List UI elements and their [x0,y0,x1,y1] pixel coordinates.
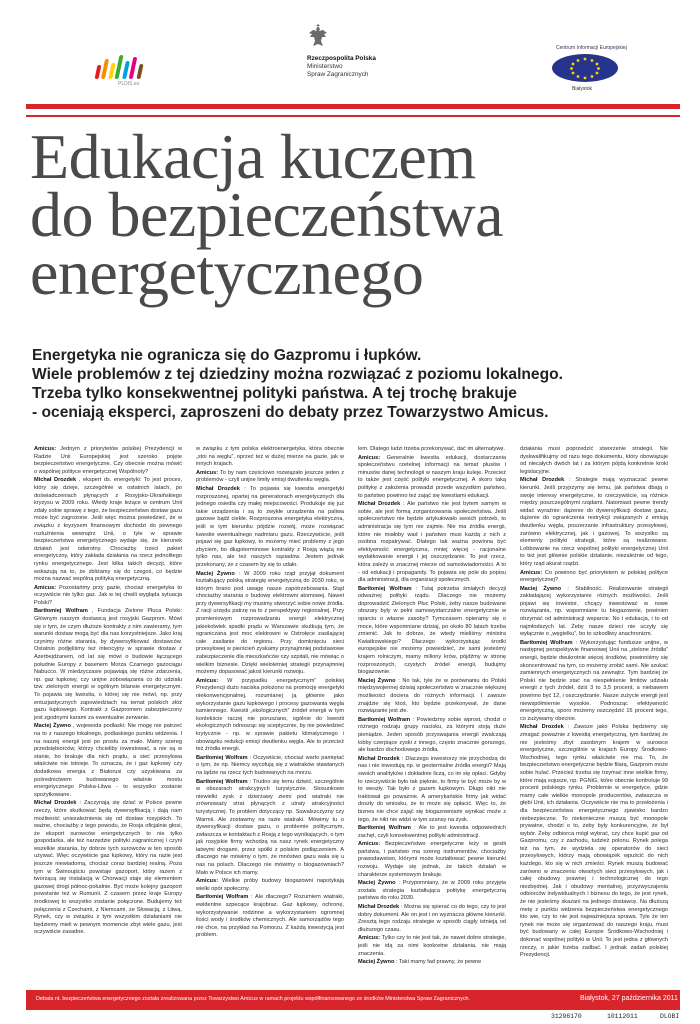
paragraph-text: : Zawsze jako Polska będziemy się zmagać poważnie z kwestią energetyczną, tym bardziej że nie jesteśmy zbyt zasobnym krajem w surowce energetyczne, szczególnie w krajach Europy Środkowo-Wschodniej, tego rynku właściwie nie ma. To, że bezpieczeństwo energetyczne będzie filarą, Gazprom może sobie hulać. Przecież trzeba się trzymać inne wielkie firmy, które mają sojusze, np. PGNiG, które obecnie kontroluje 99 procent polskiego rynku. Problemie w energetyce, gdzie mamy całe wielkie monopole producentów, zwłaszcza w głębi Unii, ich działania. Oczywiście nie ma to przełożenia i dla bezpieczeństwa energetycznego zjawisko bardzo niebezpieczne. To niekonieczne muszą być monopole prywatne, chodzi o to, żeby były konkurencyjne, że był wybór. Żeby odbiorca mógł wybrać, czy chce kupić gaz od Gazpromu, czy z zachodu, tudzież polonu. Rynek polega też na tym, że wydziela się operatorów do sieci przesyłowych, którzy mają obowiązek wpuścić do nich każdego, kto się w nich zmieści. Rynek muszą budować zarówno w znaczeniu otwartych sieci przesyłowych, jak i całej obudowy prawnej i technologicznej do tego niezbędnej. Jak i obudowy mentalnej, przyzwyczajenia odbiorców indywidualnych i biznesu do tego, że jest rynek, że nie jesteśmy skazani na jednego dostawcę. Na dłuższą metę z punktu widzenia bezpieczeństwa energetycznego kto wie, czy to nie jest najważniejsza sprawa. Tyle że ten rynek nie może się organizować do naszego kraju, musi być budowany w całej Europie Środkowo-Wschodniej i dokonać wspólnej polityki w Unii. To jest jedna z głównych rzeczy, o jakie trzeba zadbać. I jednak zadań polskiej Prezydencji. [520,724,668,959]
eagle-emblem-icon [307,24,329,50]
speaker-name: Amicus: [520,569,543,576]
paragraph-text: : To pojawia się kwestia energetyki rozproszonej, opartej na generatorach energetycznych dla jednego osiedla czy małej miejscowości. Produkuje się już takie urządzenia i są to zwykłe urządzenia na paliwa gazowe bądź ciekłe. Rozproszona energetyka elektryczna, jeśli w tym kierunku pójdzie rozwój, może rozwiązać kwestie ewentualnego nadmiaru gazu. Rzeczywiście, jeśli pojawi się gaz łupkowy, to możemy mieć problemy z jego zbyciem, bo długoterminowe kontrakty z Rosją wiążą nie tylko nas, ale też naszych sąsiadów. Jestem jednak przekonany, że z czasem by się to udało. [196,485,344,568]
ministry-name [307,55,376,79]
body-column-4 [520,446,668,986]
speaker-name: Michał Drozdek [520,477,565,484]
article-title [30,121,670,308]
body-paragraph [520,586,668,639]
paragraph-text: : Strategie mają wyznaczać pewne kierunki. Jeśli przyjrzymy się temu, jak państwa dbają o swoje interesy energetyczne, to rzeczywiście, są różnice między poszczególnymi rządami. Natomiast pewne trendy widać wyraźnie: dążenie do dywersyfikacji dostaw gazu, dążenie do ograniczenia restrykcji związanych z emisją dwutlenku węgla, poszerzanie infrastruktury przesyłowej, zarówno elektrycznej, jak i gazowej. To wszystko są elementy polityki strategii, które są realizowane. Lobbowanie na rzecz wspólnej polityki energetycznej Unii to też jest głównie polskie działanie, niezależnie od tego, który rząd akurat rządzi. [520,477,668,567]
speaker-name: Bartłomiej Wolfram [34,608,88,615]
print-code-3: DLOBI [660,1013,680,1020]
paragraph-text: w związku z tym polska elektroenergetyka, która obecnie „stoi na węglu”, oprzeć też w dużej mierze na gazie, jak w innych krajach. [196,446,344,468]
print-code-1: 31296170 [551,1013,582,1020]
article-lead [32,346,682,422]
paragraph-text: : Ale państwo nie jest bytem samym w sobie, ale jest formą zorganizowania społeczeństwa. Jeśli społeczeństwo nie będzie artykułowało swoich potrzeb, to administracja się tym nie zajmie. Nie ma źródła energii, które nie miałoby wad i państwo musi każdą z nich z osobna rozpatrywać. Dlatego tak ważna powinna być efektywność energetyczna, mniej więcej - racjonalne wydatkowanie energii i jej oszczędzanie. To jest rzecz, która zależy w znacznej mierze od samoświadomości. A to - od edukacji i propagandy. To pojawia się pole do popisu dla administracji, dla organizacji społecznych. [358,501,506,584]
body-paragraph [358,880,506,903]
paragraph-text: Jednym z priorytetów polskiej Prezydencji w Radzie Unii Europejskiej jest szeroko pojęte bezpieczeństwo energetyczne. Czy obecnie można mówić o wspólnej polityce energetycznej Wspólnoty? [34,446,182,475]
speaker-name: Bartłomiej Wolfram [358,825,411,832]
paragraph-text: : Można się spierać co do tego, czy to jest dobry dokument. Ale on jest i on wyznacza główne kierunki. Zresztą tego rodzaju strategie w sposób ciągły istnieją od dłuższego czasu. [358,904,506,933]
speaker-name: Michał Drozdek [520,724,564,731]
speaker-name: Michał Drozdek [34,800,77,807]
speaker-name: Maciej Żywno [358,677,396,684]
header-rule-thick [26,104,680,109]
header-logos [0,18,700,90]
paragraph-text: , Fundacja Zielone Płuca Polski: Głównym naszym dostawcą jest rosyjski Gazprom. Mówi się o tym, że czym dłuższe kontrakty z nim zawieramy, tym warunki dostaw mogą być dla nas korzystniejsze. Jako kraj czynimy różne starania, by dywersyfikować dostawców. Ostatnio podjęliśmy też intencyjny w sprawie dostaw z Azerbejdżanem, od lat się mówi o budowie łączącego południe Europy z basenem Morza Czarnego gazociągu Nabucco. W miedzyczasie pojawiają się różne zdarzenia, np. gaz łupkowy, czy unijne zobowiązania co do udziału tzw. zielonych energii w ogólnym bilansie energetycznym. To pojawia się kwestia, o której się nie mówi, np. przy entuzjastycznych zapowiedziach na temat polskich złóż gazu łupkowego. Kontrakt z Gazpromem zabezpieczony jest zgodnymi karami za ewentualne zerwanie. [34,608,182,721]
paragraph-text: , ekspert ds. energetyki: To jest proces, który się dzieje, szczególnie w ostatnich latach, po doświadczeniach płynących z Rosyjsko-Ukraińskiego kryzysu w 2009 roku. Wtedy kraje leżące w centrum Unii zdały sobie sprawę z tego, że bezpieczeństwo dostaw gazu może być zagrożone. Jeśli więc można powiedzieć, że w związku z kryzysem finansowym dochodzi do pewnego rozluźnienia wewnątrz Unii, o tyle w sprawie bezpieczeństwa energetycznego wydaje się, że kierunek działań jest odwrotny. Chociażby trzeci pakiet energetyczny, który zakłada działania na rzecz jednolitego rynku energetycznego. Jest kilka takich decyzji, które wskazują na to, że zbliżamy się do czegoś, co będzie można nazwać wspólną polityką energetyczną. [34,477,182,583]
paragraph-text: : W 2009 roku rząd przyjął dokument kształtujący polską strategię energetyczną do 2030 roku, w którym brano pod uwagę nasze zapotrzebowania. Stąd chociażby starania o budowę elektrowni atomowej. Nawet przy dywersyfikacji my musimy stworzyć sobie nowe źródła. Z racji urzędu patrzę na to z perspektywy regionalnej. Przy promieniowym rozprowadzaniu energii elektrycznej jakiekolwiek spadki prądu w Warszawie skutkują tym, że ograniczana jest moc elektrowni w Ostrołęce zasilającej całe zasilanie do regionu. Przy domknięciu sieci przesyłowej w pierścień zyskamy przynajmniej podstawowe zabezpieczenie dla mieszkańców czy szpitali, nie mówiąc o wielkim biznesie. Dzięki wieloletniej strategii przynajmniej możemy dopasować jakoś kierunki rozwoju. [196,570,344,676]
paragraph-text: : Zaczynają się dziać w Polsce pewne rzeczy, które skutkować będą dywersyfikacją i dają nam możliwość uniezależnienia się od dostaw rosyjskich. To ważne, chociażby z tego powodu, że Rosja oficjalnie głosi, że eksport surowców energetycznych to nie tylko gospodarka, ale też narzędzie polityki zagranicznej i czyni wszelkie starania, by dobrze tych surowców w ten sposób używać. Więc oczywiście gaz łupkowy, który na razie jest jeszcze niewiadomą, chociaż coraz bardziej realną. Poza tym w Świnoujściu powstaje gazoport, który razem z tworzącą się instalacją w Chorwacji staje się elementem gazowej drogi północ-południe. Być może kolejny gazoport powstanie też w Rumunii. Z czasem przez kraje Europy środkowej to wszystko zostanie połączone. Budujemy też połączenia z Czechami, z Niemcami, ze Słowacją, z Litwą. Rynek, czy w związku z tym wszystkim działaniami nie będziemy mieli w pewnym momencie zbyt wiele gazu, jest oczywiście zasadne. [34,800,182,936]
body-paragraph [358,841,506,879]
speaker-name: Amicus: [34,446,57,452]
speaker-name: Bartłomiej Wolfram [196,778,248,785]
footer-note: Debata nt. bezpieczeństwa energetycznego została zrealizowana przez Towarzystwo Amicus w ramach projektu współfinansowanego ze środków Ministerstwa Spraw Zagranicznych. [36,996,471,1002]
body-paragraph [196,779,344,878]
article-body [34,446,670,986]
paragraph-text: , wojewoda podlaski: Nie mogę nie patrzeć na to z naszego lokalnego, podlaskiego punktu widzenia. I na naszej energii jest po prostu za mało. Mamy szereg przedsiębiorców, którzy chcieliby inwestować, a nie są w stanie, bo brakuje dla nich prądu, a sieć przesyłowa właściwie nie istnieje. To oznacza, że i gaz łupkowy czy dodatkowa energia z Białorusi czy uzyskiwana za pośrednictwem budowanego właśnie mostu energetycznego Polska-Litwa - to wszystko zostanie spożytkowane. [34,723,182,798]
title-line: Edukacja kuczem [30,121,476,192]
logo-stroke [136,64,143,79]
paragraph-text: Wielkie próby budowy biogazowni napotykają wielki opór społeczny. [196,878,344,892]
speaker-name: Amicus: [196,677,219,684]
body-paragraph [358,825,506,840]
body-column-3 [358,446,506,986]
paragraph-text: : Wykorzystując fundusze unijne, w następnej perspektywie finansowej Unii na „zielone źródła” energii, będzie dwukrotnie więcej środków, powinniśmy się skoncentrować na tym, co możemy zrobić sami. Nie szukać zamiennych energetycznych na zewnątrz. Tym bardziej że Polski nie będzie stać na niespełnienie limitów udziału energii z tych źródeł, dziś 3 to 3,5 procent, a niebawem powinno być 12, i oszczędzanie. Nasze zużycie energii jest niewspółmiernie wysokie. Podnosząc efektywność energetyczną, sporo możemy oszczędzić 15 procent tego, co zużywamy obecnie. [520,639,668,722]
body-paragraph [358,935,506,958]
speaker-name: Amicus: [358,454,381,461]
body-paragraph [34,608,182,722]
paragraph-text: : Ale to jest kwestia odpowiednich zachęt, czyli konsekwentnej polityki administracji. [358,825,506,839]
speaker-name: Amicus: [196,878,219,885]
paragraph-text: : Dlaczego inwestorzy nie przychodzą do nas i nie inwestują np. w geotermalne źródła energii? Mają swoich analityków i dokładnie liczą, co im się opłaci. Gdyby to rzeczywiście było tak pięknie, to firmy te być może by w to weszły. Tak było z gazem łupkowym. Długo nikt nie traktował go poważnie. A amerykańskie firmy jak widać doszły do wniosku, że to może się opłacić. Więc to, że biznes nie chce zająć się biogazowniami wynikać może z tego, że nikt nie widzi w tym szansy na zysk. [358,755,506,823]
europe-direct-logo [546,45,626,101]
paragraph-text: Generalnie kwestia edukacji, dostarczania społeczeństwu rzetelnej informacji na temat plusów i minusów danej technologii w naszym kraju kuleje. Przecież to także jest część polityki energetycznej. A skoro taką politykę z założenia prowadzi przede wszystkim państwo, to państwo powinno też zająć się kwestiami edukacji. [358,454,506,499]
speaker-name: Bartłomiej Wolfram [358,716,411,723]
footer-place-date: Białystok, 27 października 2011 r. [580,995,684,1002]
paragraph-text: : Trudno się temu dziwić, szczególnie w obszarach atrakcyjnych turystycznie. Stosunkowo niewielki zysk z dzierżawy ziemi pod wiatraki nie zrównoważy strat płynących z utraty atrakcyjności turystycznej. To problem dotyczący np. Suwalszczyzny czy Warmii. Ale zostawmy na razie wiatraki. Mówimy tu o dywersyfikacji dostaw gazu, o problemie politycznym, zwłaszcza w kontaktach z Rosją z tego wynikających, o tym jak rosyjskie firmy wchodzą na nasz rynek energetyczny łatwymi drogami, przez spółki z polskim podłączeniem. A dlaczego nie mówimy o tym, że mnóstwo gazu wala się u nas na polach. Dlaczego nie mówimy o biogazowniach? Mało w Polsce ich mamy. [196,778,344,876]
speaker-name: Bartłomiej Wolfram [358,585,412,592]
speaker-name: Amicus: [196,469,219,476]
paragraph-text: Bezpieczeństwo energetyczne leży w gestii państwa, i państwo ma szereg instrumentów, chociażby prawodawstwo, którymi może kształtować pewne kierunki rozwoju. Wydaje się jednak, że takich działań w charakterze systemowym brakuje. [358,841,506,878]
paragraph-text: To by nam częściowo rozwiązało jeszcze jeden z problemów - czyli unijne limity emisji dwutlenku węgla. [196,469,344,484]
speaker-name: Michał Drozdek [196,485,240,492]
pldis-logo [96,53,156,87]
speaker-name: Maciej Żywno [358,959,395,966]
body-paragraph [520,570,668,585]
lead-line: Trzeba tylko konsekwentnej polityki państwa. A tej trochę brakuje [32,385,517,402]
lead-line: Wiele problemów z tej dziedziny można rozwiązać z poziomu lokalnego. [32,366,563,383]
speaker-name: Maciej Żywno [520,585,562,592]
speaker-name: Michał Drozdek [358,904,400,911]
speaker-name: Amicus: [34,584,57,591]
lead-line: - oceniają eksperci, zaproszeni do debaty przez Towarzystwo Amicus. [32,404,549,421]
body-paragraph [196,446,344,469]
paragraph-text: : Powiedzmy sobie wprost, chodzi o różnego rodzaju grupy nacisku, za którymi stoją duże pieniądze. Jeden sposób przyswajania energii zwalczają lobby czerpiące zyski z innego, często znacznie gorszego, ale bardzo dochodowego źródła. [358,716,506,754]
body-paragraph [358,959,506,967]
paragraph-text: : Oczywiście, chociaż warto pamiętać o tym, że np. Niemcy wycofują się z wiatraków stawianych na lądzie na rzecz tych budowanych na morzu. [196,754,344,776]
speaker-name: Michał Drozdek [358,755,400,762]
body-paragraph [358,678,506,716]
body-paragraph [34,446,182,476]
paragraph-text: : Ale dlaczego? Rozumiem wiatraki, ewidentne szpecące krajobraz. Gaz łupkowy, ochronę, wykorzystywanie rodzinne a wykorzystaniem ogromnej ilości wody i środków chemicznych. Ale samorządów tego nie chce, na przykład na Pomorzu. Z każdą inwestycją jest problem. [196,894,344,939]
body-paragraph [358,446,506,454]
ministry-line1: Rzeczpospolita Polska [307,55,376,62]
paragraph-text: : Taki mamy fad prawny, że pewne [395,959,482,966]
ministry-logo [303,24,413,90]
paragraph-text: : No tak, tyle że w porównaniu do Polski międzywojennej dzisiaj społeczeństwo w znacznie większej możliwości dociera do różnych informacji. I zawsze znajdzie się ktoś, kto będzie przekonywał, że dane rozwiązanie jest złe. [358,677,506,715]
paragraph-text: : Przypomniany, że w 2009 roku przyjęta została strategia kształtująca politykę energetyczną państwa do roku 2030. [358,880,506,902]
body-paragraph [196,678,344,754]
body-paragraph [196,571,344,677]
speaker-name: Maciej Żywno [34,723,71,730]
speaker-name: Bartłomiej Wolfram [196,894,249,901]
title-line: energetycznego [30,237,424,308]
europe-direct-city: Białystok [572,86,593,92]
paragraph-text: W przypadku energetycznym” polskiej Prezydencji dużo naciska położono na promocję energetyki niekonwencjonalnej, rozumianej ją głównie jako wykorzystanie gazu łupkowego i procesy gazowania węgla kamiennego. Kwestii „ekologicznych” źródeł energii w tym kontekście raczej nie poruszano, ogólnie do kwestii ekologicznych odnosząc się sceptycznie, by nie powiedzieć krytycznie - np. w sprawie pakietu klimatycznego i obowiązku redukcji emisji dwutlenku węgla. Ale to przecież też źródła energii. [196,677,344,753]
speaker-name: Maciej Żywno [196,570,235,577]
pldis-logo-caption: PLDIS.eu [118,81,140,87]
body-paragraph [358,717,506,755]
eu-stars-icon [552,54,618,82]
body-paragraph [520,446,668,476]
body-paragraph [196,486,344,570]
body-paragraph [196,755,344,778]
print-code-2: 10112011 [607,1013,638,1020]
speaker-name: Bartłomiej Wolfram [520,639,573,646]
paragraph-text: Co powinno być priorytetem w polskiej polityce energetycznej? [520,569,668,584]
speaker-name: Michał Drozdek [34,477,77,484]
paragraph-text: : Tutaj potrzeba śmiałych decyzji odważnej polityki rządu. Dlaczego nie możemy doprowadzić Zielonych Płuc Polski, żeby nasze budowane obszary były w pełni samowystarczalne energetycznie w oparciu o własne zasoby? Tymczasem opieramy się o moce, które wspomniane dzisiaj, po około 80 latach trzeba zmienić. Jak to dobrze, że wtedy mieliśmy ministra Kwiatkowskiego? Dlaczego wykorzystując środki europejskie nie możemy powiedzieć, że sami jesteśmy krajem rolniczym, mamy miliony krów, pójdźmy w stronę rozproszonych, czystych źródeł energii, budujmy biogazownie. [358,585,506,676]
speaker-name: Maciej Żywno [358,880,396,887]
lead-line: Energetyka nie ogranicza się do Gazpromu i łupków. [32,347,422,364]
body-paragraph [34,477,182,583]
paragraph-text: działania musi poprzedzić stworzenie strategii. Nie dyskwalifikujmy od razu tego dokumentu, który obowiązuje od niecałych dwóch lat i za którym pójdą konkretnie kroki legislacyjne. [520,446,668,475]
paragraph-text: : Stabilność. Realizowanie strategii zakładającej wykorzystanie różnych możliwości. Jeśli pojawi się inwestor, chcący inwestować w nowe rozwiązania, np. wspomniane tu biogazownie, powinien otrzymać od administracji wsparcie. No i edukacja, i to od najmłodszych lat. Żeby nasze dzieci nie uczyły się wyłącznie o „węgielku”, bo to szkodliwy anachronizm. [520,585,668,638]
body-column-2 [196,446,344,986]
body-paragraph [34,723,182,799]
body-paragraph [358,756,506,824]
paragraph-text: Tylko czy to nie jest tak, że nawet dobre strategie, jeśli nie idą za nimi konkretne działania, nie mają znaczenia. [358,935,506,957]
body-paragraph [358,904,506,934]
speaker-name: Michał Drozdek [358,501,401,508]
body-paragraph [196,470,344,485]
header-rule-thin [26,115,680,117]
eu-stars-emblem-icon [552,54,618,82]
ministry-line2: Ministerstwo [307,63,343,70]
body-paragraph [196,878,344,893]
body-paragraph [358,455,506,501]
speaker-name: Amicus: [358,935,381,942]
paragraph-text: lem. Dlatego ludzi trzeba przekonywać, dać im alternatywę. [358,446,506,452]
body-paragraph [520,640,668,724]
ministry-line3: Spraw Zagranicznych [307,71,369,78]
body-paragraph [358,586,506,677]
body-paragraph [358,501,506,585]
speaker-name: Bartłomiej Wolfram [196,754,248,761]
title-line: do bezpieczeństwa [30,179,504,250]
body-paragraph [520,477,668,568]
body-paragraph [34,800,182,937]
body-paragraph [196,894,344,940]
speaker-name: Amicus: [358,841,381,848]
body-column-1 [34,446,182,986]
europe-direct-caption: Centrum Informacji Europejskiej [556,45,627,51]
paragraph-text: Pozostańmy przy gazie, chociaż energetyka to oczywiście nie tylko gaz. Jak w tej chwili wygląda sytuacja Polski? [34,584,182,606]
body-paragraph [34,585,182,608]
body-paragraph [520,724,668,959]
